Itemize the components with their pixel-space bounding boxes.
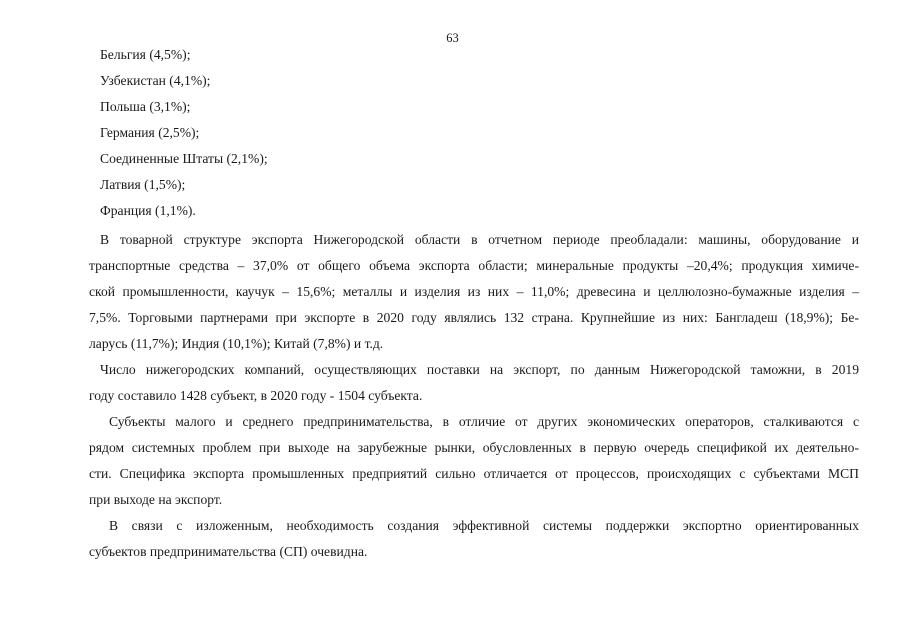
- paragraph-conclusion: [89, 513, 859, 565]
- text-line: ской промышленности, каучук – 15,6%; металлы и изделия из них – 11,0%; древесина и целлюлозно-бумажные изделия –: [89, 284, 859, 299]
- text-line: рядом системных проблем при выходе на зарубежные рынки, обусловленных в первую очередь спецификой их деятельно-: [89, 440, 859, 455]
- list-item: Франция (1,1%).: [100, 203, 196, 218]
- text-line: Субъекты малого и среднего предпринимательства, в отличие от других экономических операторов, сталкиваются с: [109, 414, 859, 429]
- country-share-list: [100, 45, 700, 227]
- page-number: 63: [446, 31, 459, 45]
- body-text: [89, 227, 859, 565]
- list-item: Германия (2,5%);: [100, 125, 200, 140]
- paragraph-exporter-count: [89, 357, 859, 409]
- list-item: Латвия (1,5%);: [100, 177, 186, 192]
- text-line: субъектов предпринимательства (СП) очевидна.: [89, 544, 368, 559]
- text-line: году составило 1428 субъект, в 2020 году - 1504 субъекта.: [89, 388, 423, 403]
- text-line: Число нижегородских компаний, осуществляющих поставки на экспорт, по данным Нижегородской таможни, в 2019: [100, 362, 859, 377]
- text-line: при выходе на экспорт.: [89, 492, 223, 507]
- text-line: сти. Специфика экспорта промышленных предприятий сильно отличается от процессов, происходящих с субъектами МСП: [89, 466, 859, 481]
- text-line: В связи с изложенным, необходимость создания эффективной системы поддержки экспортно ориентированных: [109, 518, 859, 533]
- list-item: Бельгия (4,5%);: [100, 47, 191, 62]
- text-line: В товарной структуре экспорта Нижегородской области в отчетном периоде преобладали: машины, оборудование и: [100, 232, 859, 247]
- list-item: Польша (3,1%);: [100, 99, 191, 114]
- list-item: Соединенные Штаты (2,1%);: [100, 151, 268, 166]
- text-line: ларусь (11,7%); Индия (10,1%); Китай (7,8%) и т.д.: [89, 336, 384, 351]
- text-line: 7,5%. Торговыми партнерами при экспорте в 2020 году являлись 132 страна. Крупнейшие из них: Бангладеш (18,9%); Бе-: [89, 310, 859, 325]
- text-line: транспортные средства – 37,0% от общего объема экспорта области; минеральные продукты –20,4%; продукция химиче-: [89, 258, 859, 273]
- list-item: Узбекистан (4,1%);: [100, 73, 211, 88]
- paragraph-export-structure: [89, 227, 859, 357]
- paragraph-sme-problems: [89, 409, 859, 513]
